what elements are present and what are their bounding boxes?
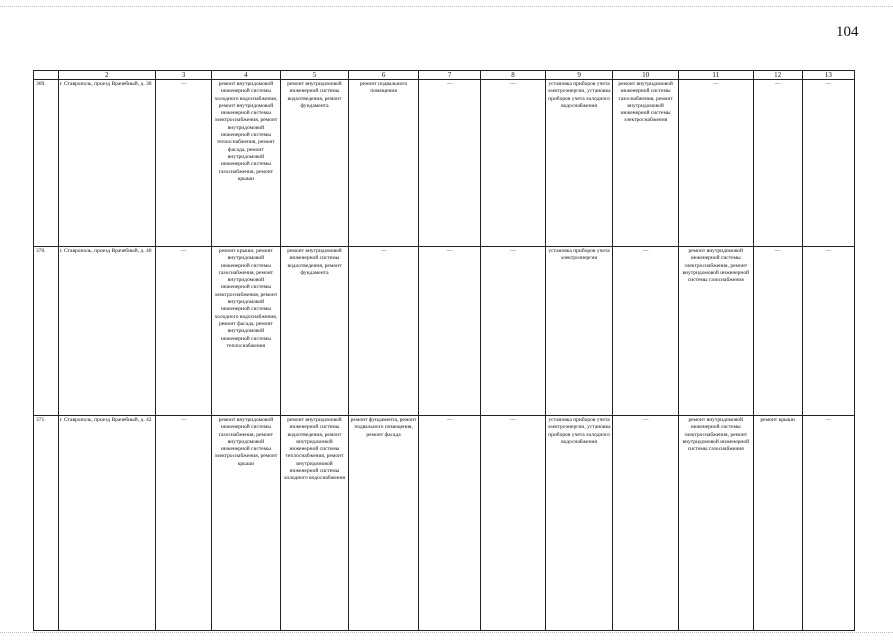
cell-c3: — <box>155 80 211 247</box>
column-number-row <box>34 71 855 80</box>
cell-c7: — <box>418 247 480 416</box>
row-address: г. Ставрополь, проезд Врачебный, д. 38 <box>58 80 155 247</box>
repair-schedule-table <box>33 70 855 631</box>
row-address: г. Ставрополь, проезд Врачебный, д. 42 <box>58 416 155 631</box>
cell-c12: — <box>753 247 802 416</box>
col-header: 7 <box>418 71 480 80</box>
cell-c4: ремонт внутридомовой инженерной системы газоснабжения, ремонт внутридомовой инженерной системы электроснабжения, ремонт крыши <box>212 416 281 631</box>
col-header: 4 <box>212 71 281 80</box>
cell-c8: — <box>481 80 545 247</box>
cell-c13: — <box>802 247 854 416</box>
cell-c9: установка приборов учета электроэнергии <box>545 247 613 416</box>
col-header: 10 <box>613 71 679 80</box>
col-header: 2 <box>58 71 155 80</box>
cell-c13: — <box>802 416 854 631</box>
cell-c8: — <box>481 416 545 631</box>
cell-c11: — <box>678 80 753 247</box>
cell-c7: — <box>418 416 480 631</box>
col-header: 11 <box>678 71 753 80</box>
cell-c13: — <box>802 80 854 247</box>
cell-c10: ремонт внутридомовой инженерной системы газоснабжения, ремонт внутридомовой инженерной системы электроснабжения <box>613 80 679 247</box>
table-row <box>34 247 855 416</box>
col-header <box>34 71 59 80</box>
cell-c10: — <box>613 416 679 631</box>
cell-c6: ремонт подвального помещения <box>349 80 419 247</box>
cell-c9: установка приборов учета электроэнергии, установка приборов учета холодного водоснабжения <box>545 80 613 247</box>
col-header: 9 <box>545 71 613 80</box>
page-number: 104 <box>836 24 859 40</box>
cell-c12: — <box>753 80 802 247</box>
cell-c7: — <box>418 80 480 247</box>
col-header: 13 <box>802 71 854 80</box>
cell-c6: ремонт фундамента, ремонт подвального помещения, ремонт фасада <box>349 416 419 631</box>
cell-c3: — <box>155 247 211 416</box>
cell-c4: ремонт внутридомовой инженерной системы холодного водоснабжения, ремонт внутридомовой инженерной системы электроснабжения, ремонт внутридомовой инженерной системы теплоснабжения, ремонт фасада, ремонт внутридомовой инженерной системы газоснабжения, ремонт крыши <box>212 80 281 247</box>
cell-c3: — <box>155 416 211 631</box>
col-header: 5 <box>280 71 349 80</box>
col-header: 8 <box>481 71 545 80</box>
cell-c10: — <box>613 247 679 416</box>
cell-c9: установка приборов учета электроэнергии, установка приборов учета холодного водоснабжения <box>545 416 613 631</box>
cell-c4: ремонт крыши, ремонт внутридомовой инженерной системы газоснабжения, ремонт внутридомовой инженерной системы электроснабжения, ремонт внутридомовой инженерной системы холодного водоснабжения, ремонт фасада, ремонт внутридомовой инженерной системы теплоснабжения <box>212 247 281 416</box>
row-number: 371. <box>34 416 59 631</box>
cell-c5: ремонт внутридомовой инженерной системы водоотведения, ремонт фундамента <box>280 247 349 416</box>
cell-c5: ремонт внутридомовой инженерной системы водоотведения, ремонт фундамента <box>280 80 349 247</box>
row-number: 370. <box>34 247 59 416</box>
table-row <box>34 80 855 247</box>
cell-c8: — <box>481 247 545 416</box>
row-number: 369. <box>34 80 59 247</box>
col-header: 6 <box>349 71 419 80</box>
table-row <box>34 416 855 631</box>
cell-c11: ремонт внутридомовой инженерной системы электроснабжения, ремонт внутридомовой инженерной системы газоснабжения <box>678 247 753 416</box>
col-header: 3 <box>155 71 211 80</box>
cell-c5: ремонт внутридомовой инженерной системы водоотведения, ремонт внутридомовой инженерной системы теплоснабжения, ремонт внутридомовой инженерной системы холодного водоснабжения <box>280 416 349 631</box>
cell-c6: — <box>349 247 419 416</box>
row-address: г. Ставрополь, проезд Врачебный, д. 40 <box>58 247 155 416</box>
col-header: 12 <box>753 71 802 80</box>
cell-c12: ремонт крыши <box>753 416 802 631</box>
cell-c11: ремонт внутридомовой инженерной системы электроснабжения, ремонт внутридомовой инженерной системы газоснабжения <box>678 416 753 631</box>
